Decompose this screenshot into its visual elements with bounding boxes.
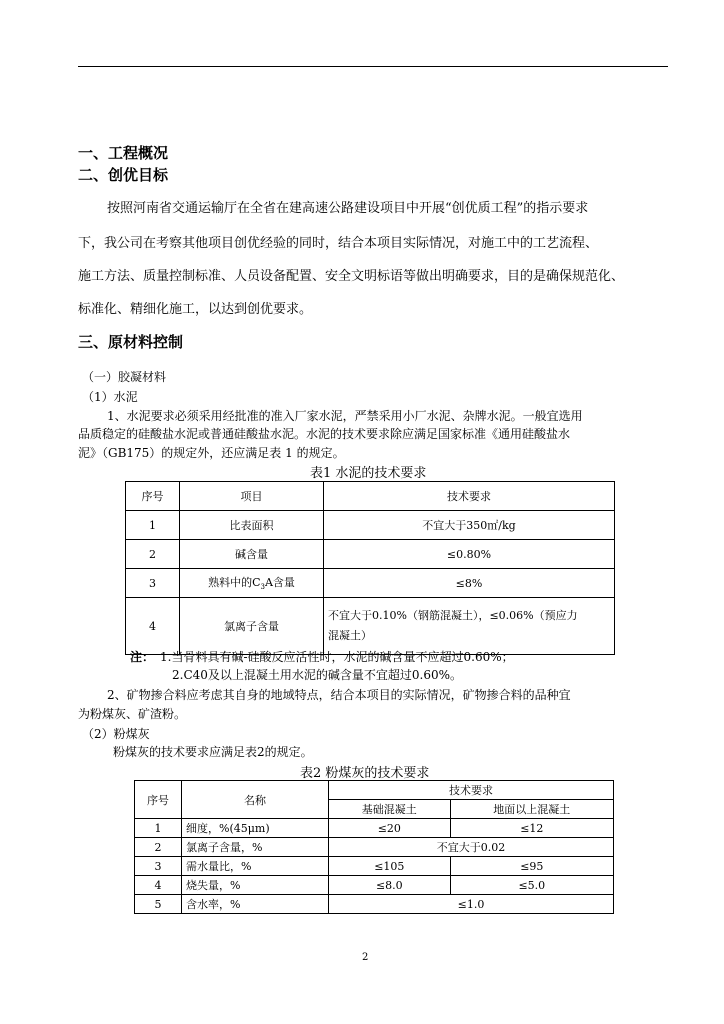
header-above-ground-concrete: 地面以上混凝土 [450, 800, 613, 819]
table-row [135, 857, 614, 876]
row-requirement: ≤0.80% [324, 540, 615, 569]
row-no: 3 [135, 857, 182, 876]
intro-line-1: 按照河南省交通运输厅在全省在建高速公路建设项目中开展“创优质工程”的指示要求 [107, 201, 589, 216]
table-row [126, 540, 615, 569]
row-no: 2 [126, 540, 180, 569]
table-row [135, 819, 614, 838]
intro-line-3: 施工方法、质量控制标准、人员设备配置、安全文明标语等做出明确要求，目的是确保规范化、 [78, 269, 625, 284]
mineral-para-line-2: 为粉煤灰、矿渣粉。 [78, 707, 187, 721]
row-requirement: 不宜大于0.10%（钢筋混凝土），≤0.06%（预应力 混凝土） [324, 598, 615, 655]
row-no: 1 [135, 819, 182, 838]
mineral-para-line-1: 2、矿物掺合料应考虑其自身的地域特点，结合本项目的实际情况，矿物掺合料的品种宜 [107, 688, 571, 702]
row-requirement: 不宜大于350㎡/kg [324, 511, 615, 540]
row-no: 4 [126, 598, 180, 655]
page-number: 2 [362, 952, 369, 963]
row-name: 细度，%(45μm) [182, 819, 329, 838]
section-heading-2: 二、创优目标 [78, 166, 169, 184]
header-foundation-concrete: 基础混凝土 [329, 800, 451, 819]
row-above-ground-value: ≤5.0 [450, 876, 613, 895]
row-foundation-value: ≤105 [329, 857, 451, 876]
row-no: 1 [126, 511, 180, 540]
row-above-ground-value: ≤12 [450, 819, 613, 838]
section-heading-3: 三、原材料控制 [78, 333, 184, 351]
section-heading-1: 一、工程概况 [78, 144, 169, 162]
flyash-para: 粉煤灰的技术要求应满足表2的规定。 [113, 745, 313, 759]
table-row [126, 511, 615, 540]
table-header-row [135, 781, 614, 800]
table-row [126, 598, 615, 655]
table-row [126, 569, 615, 598]
row-name: 含水率，% [182, 895, 329, 914]
row-name: 氯离子含量，% [182, 838, 329, 857]
row-foundation-value: ≤8.0 [329, 876, 451, 895]
row-merged-value: 不宜大于0.02 [329, 838, 614, 857]
subheading-cement: （1）水泥 [82, 390, 138, 404]
table-row [135, 895, 614, 914]
intro-line-4: 标准化、精细化施工，以达到创优要求。 [78, 302, 313, 317]
header-rule [78, 66, 668, 67]
table1-caption: 表1 水泥的技术要求 [310, 466, 427, 481]
cement-requirements-table [125, 481, 615, 655]
row-merged-value: ≤1.0 [329, 895, 614, 914]
table-row [135, 876, 614, 895]
table2-caption: 表2 粉煤灰的技术要求 [300, 766, 430, 781]
row-item: 熟料中的$C_3A$含量 [180, 569, 324, 598]
cement-para-line-2: 品质稳定的硅酸盐水泥或普通硅酸盐水泥。水泥的技术要求除应满足国家标准《通用硅酸盐水 [78, 427, 571, 441]
row-name: 需水量比，% [182, 857, 329, 876]
row-no: 4 [135, 876, 182, 895]
row-no: 3 [126, 569, 180, 598]
cement-para-line-3: 泥》（GB175）的规定外，还应满足表 1 的规定。 [78, 446, 345, 460]
subheading-cementitious: （一）胶凝材料 [82, 370, 167, 384]
note-label: 注： [130, 650, 155, 664]
row-no: 5 [135, 895, 182, 914]
subheading-flyash: （2）粉煤灰 [82, 727, 150, 741]
table-header-row [126, 482, 615, 511]
table-row [135, 838, 614, 857]
row-name: 烧失量，% [182, 876, 329, 895]
cement-para-line-1: 1、水泥要求必须采用经批准的准入厂家水泥，严禁采用小厂水泥、杂牌水泥。一般宜选用 [107, 409, 583, 423]
row-item: 碱含量 [180, 540, 324, 569]
header-requirement: 技术要求 [324, 482, 615, 511]
row-foundation-value: ≤20 [329, 819, 451, 838]
header-item: 项目 [180, 482, 324, 511]
header-no: 序号 [135, 781, 182, 819]
row-no: 2 [135, 838, 182, 857]
intro-line-2: 下，我公司在考察其他项目创优经验的同时，结合本项目实际情况，对施工中的工艺流程、 [78, 236, 599, 251]
row-requirement: ≤8% [324, 569, 615, 598]
flyash-requirements-table [134, 780, 614, 914]
row-item: 氯离子含量 [180, 598, 324, 655]
row-above-ground-value: ≤95 [450, 857, 613, 876]
row-item: 比表面积 [180, 511, 324, 540]
header-no: 序号 [126, 482, 180, 511]
note-1: 1.当骨料具有碱-硅酸反应活性时，水泥的碱含量不应超过0.60%； [160, 650, 514, 664]
note-2: 2.C40及以上混凝土用水泥的碱含量不宜超过0.60%。 [172, 668, 463, 682]
header-name: 名称 [182, 781, 329, 819]
header-requirement: 技术要求 [329, 781, 614, 800]
